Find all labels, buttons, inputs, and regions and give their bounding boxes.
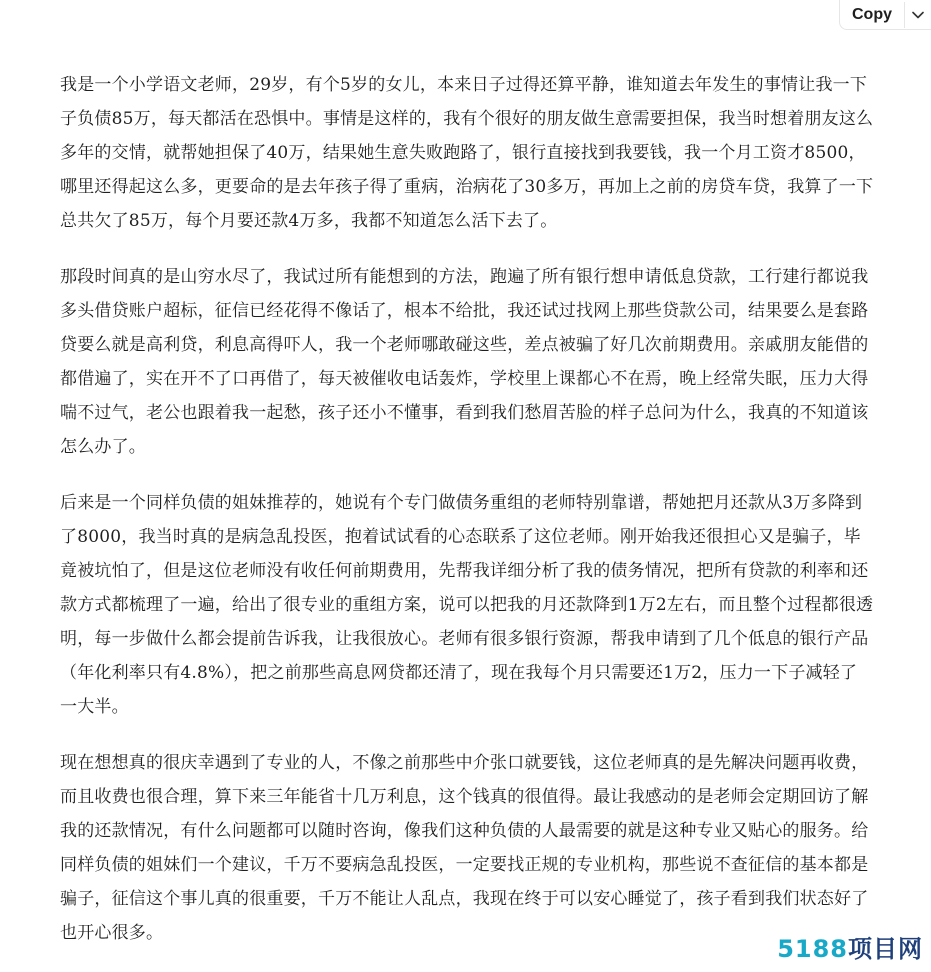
watermark-number: 5188 xyxy=(777,935,848,963)
article-paragraph: 现在想想真的很庆幸遇到了专业的人，不像之前那些中介张口就要钱，这位老师真的是先解决问题再收费，而且收费也很合理，算下来三年能省十几万利息，这个钱真的很值得。最让我感动的是老师会定期回访了解我的还款情况，有什么问题都可以随时咨询，像我们这种负债的人最需要的就是这种专业又贴心的服务。给同样负债的姐妹们一个建议，千万不要病急乱投医，一定要找正规的专业机构，那些说不查征信的基本都是骗子，征信这个事儿真的很重要，千万不能让人乱点，我现在终于可以安心睡觉了，孩子看到我们状态好了也开心很多。 xyxy=(60,753,869,943)
watermark-text: 项目网 xyxy=(848,935,923,963)
article-body xyxy=(60,68,874,972)
article-paragraph: 后来是一个同样负债的姐妹推荐的，她说有个专门做债务重组的老师特别靠谱，帮她把月还款从3万多降到了8000，我当时真的是病急乱投医，抱着试试看的心态联系了这位老师。刚开始我还很担心又是骗子，毕竟被坑怕了，但是这位老师没有收任何前期费用，先帮我详细分析了我的债务情况，把所有贷款的利率和还款方式都梳理了一遍，给出了很专业的重组方案，说可以把我的月还款降到1万2左右，而且整个过程都很透明，每一步做什么都会提前告诉我，让我很放心。老师有很多银行资源，帮我申请到了几个低息的银行产品（年化利率只有4.8%），把之前那些高息网贷都还清了，现在我每个月只需要还1万2，压力一下子减轻了一大半。 xyxy=(60,493,874,717)
site-watermark xyxy=(777,929,923,964)
copy-options-dropdown[interactable] xyxy=(905,0,931,29)
copy-button[interactable]: Copy xyxy=(852,5,892,23)
article-paragraph: 我是一个小学语文老师，29岁，有个5岁的女儿，本来日子过得还算平静，谁知道去年发生的事情让我一下子负债85万，每天都活在恐惧中。事情是这样的，我有个很好的朋友做生意需要担保，我当时想着朋友这么多年的交情，就帮她担保了40万，结果她生意失败跑路了，银行直接找到我要钱，我一个月工资才8500，哪里还得起这么多，更要命的是去年孩子得了重病，治病花了30多万，再加上之前的房贷车贷，我算了一下总共欠了85万，每个月要还款4万多，我都不知道怎么活下去了。 xyxy=(60,75,874,231)
chevron-down-icon xyxy=(912,11,924,19)
copy-control xyxy=(839,0,931,30)
article-paragraph: 那段时间真的是山穷水尽了，我试过所有能想到的方法，跑遍了所有银行想申请低息贷款，工行建行都说我多头借贷账户超标，征信已经花得不像话了，根本不给批，我还试过找网上那些贷款公司，结果要么是套路贷要么就是高利贷，利息高得吓人，我一个老师哪敢碰这些，差点被骗了好几次前期费用。亲戚朋友能借的都借遍了，实在开不了口再借了，每天被催收电话轰炸，学校里上课都心不在焉，晚上经常失眠，压力大得喘不过气，老公也跟着我一起愁，孩子还小不懂事，看到我们愁眉苦脸的样子总问为什么，我真的不知道该怎么办了。 xyxy=(60,267,869,457)
